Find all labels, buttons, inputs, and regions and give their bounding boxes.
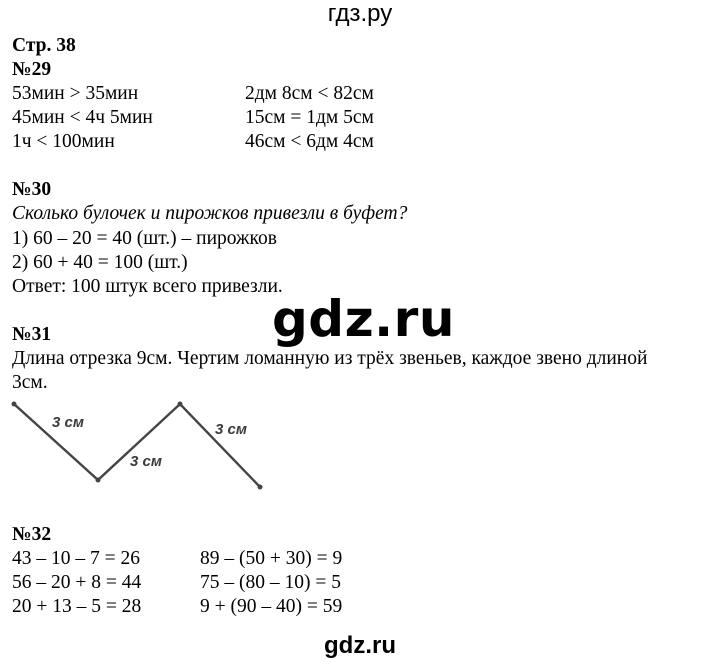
task-32-number: №32	[12, 524, 52, 545]
task-32-left-1: 43 – 10 – 7 = 26	[12, 548, 140, 569]
task-29-left-2: 45мин < 4ч 5мин	[12, 107, 153, 128]
broken-line-drawing	[0, 395, 300, 495]
task-30-number: №30	[12, 179, 52, 200]
vertex-point-3	[178, 402, 183, 407]
task-30-step-1: 1) 60 – 20 = 40 (шт.) – пирожков	[12, 228, 277, 249]
broken-line	[14, 404, 260, 487]
task-29-left-1: 53мин > 35мин	[12, 83, 139, 104]
segment-label-3: 3 см	[215, 421, 247, 438]
page-reference: Стр. 38	[12, 35, 76, 56]
task-29-right-3: 46см < 6дм 4см	[245, 131, 374, 152]
watermark-middle: gdz.ru	[272, 290, 455, 348]
task-31-text-line-1: Длина отрезка 9см. Чертим ломанную из трёх звеньев, каждое звено длиной	[12, 348, 648, 369]
watermark-bottom: gdz.ru	[324, 632, 396, 659]
vertex-point-1	[12, 402, 17, 407]
task-30-question: Сколько булочек и пирожков привезли в буфет?	[12, 203, 408, 224]
task-32-left-2: 56 – 20 + 8 = 44	[12, 572, 142, 593]
task-30-answer: Ответ: 100 штук всего привезли.	[12, 276, 283, 297]
task-32-right-2: 75 – (80 – 10) = 5	[200, 572, 341, 593]
task-29-right-2: 15см = 1дм 5см	[245, 107, 374, 128]
segment-label-1: 3 см	[52, 414, 84, 431]
task-32-right-3: 9 + (90 – 40) = 59	[200, 596, 343, 617]
segment-label-2: 3 см	[130, 453, 162, 470]
vertex-point-2	[96, 478, 101, 483]
task-29-right-1: 2дм 8см < 82см	[245, 83, 374, 104]
task-29-left-3: 1ч < 100мин	[12, 131, 115, 152]
task-32-right-1: 89 – (50 + 30) = 9	[200, 548, 343, 569]
vertex-point-4	[258, 485, 263, 490]
task-29-number: №29	[12, 59, 52, 80]
task-30-step-2: 2) 60 + 40 = 100 (шт.)	[12, 252, 188, 273]
task-31-text-line-2: 3см.	[12, 372, 48, 393]
task-32-left-3: 20 + 13 – 5 = 28	[12, 596, 142, 617]
task-31-number: №31	[12, 324, 52, 345]
watermark-top: гдз.ру	[327, 0, 393, 27]
